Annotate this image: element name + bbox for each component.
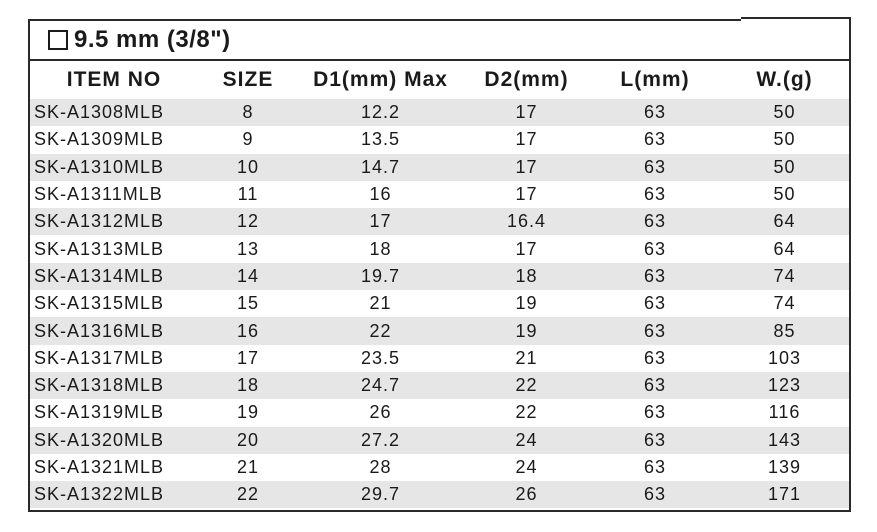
table-row — [30, 481, 849, 508]
cell-size: 9 — [242, 129, 254, 150]
cell-item-no: SK-A1311MLB — [34, 184, 163, 205]
cell-item-no: SK-A1308MLB — [30, 99, 198, 126]
cell-length: 63 — [643, 347, 667, 368]
cell-item-no: SK-A1322MLB — [30, 481, 198, 508]
cell-d1: 26 — [369, 402, 392, 423]
cell-size: 10 — [198, 154, 298, 181]
cell-length: 63 — [590, 372, 720, 399]
cell-d2: 17 — [515, 184, 538, 205]
cell-length: 63 — [643, 457, 667, 477]
table-row — [30, 263, 849, 290]
cell-item-no: SK-A1310MLB — [30, 154, 198, 181]
cell-d2: 26 — [463, 481, 590, 508]
table-row — [30, 181, 849, 208]
cell-item-no: SK-A1314MLB — [30, 263, 198, 290]
cell-d2: 17 — [463, 154, 590, 181]
cell-weight: 74 — [720, 263, 849, 290]
cell-item-no: SK-A1312MLB — [30, 208, 198, 235]
cell-weight: 85 — [720, 317, 849, 344]
header-length: L(mm) — [620, 68, 690, 91]
cell-length: 63 — [590, 154, 720, 181]
table-row — [30, 372, 849, 399]
table-row — [30, 126, 849, 153]
cell-size: 21 — [236, 457, 260, 477]
cell-size: 19 — [236, 402, 260, 423]
cell-d2: 17 — [463, 99, 590, 126]
cell-d2: 22 — [515, 402, 538, 423]
header-d2: D2(mm) — [484, 68, 569, 91]
cell-weight: 50 — [720, 154, 849, 181]
cell-size: 20 — [198, 427, 298, 454]
cell-d1: 18 — [369, 238, 392, 259]
cell-weight: 143 — [720, 427, 849, 454]
cell-length: 63 — [590, 99, 720, 126]
table-row — [30, 99, 849, 126]
cell-size: 11 — [237, 184, 259, 205]
cell-length: 63 — [643, 184, 667, 205]
header-weight: W.(g) — [756, 68, 813, 91]
cell-size: 15 — [236, 293, 260, 314]
cell-d2: 22 — [463, 372, 590, 399]
cell-size: 17 — [236, 347, 260, 368]
cell-weight: 64 — [773, 238, 796, 259]
spec-table — [30, 61, 849, 508]
cell-d1: 17 — [298, 208, 463, 235]
cell-item-no: SK-A1316MLB — [30, 317, 198, 344]
cell-length: 63 — [590, 317, 720, 344]
cell-weight: 139 — [767, 457, 802, 477]
cell-d2: 18 — [463, 263, 590, 290]
cell-d1: 16 — [369, 184, 392, 205]
table-row — [30, 399, 849, 426]
cell-d1: 21 — [369, 293, 392, 314]
table-title-row — [30, 21, 849, 61]
table-title: 9.5 mm (3/8") — [74, 26, 231, 53]
cell-weight: 50 — [720, 99, 849, 126]
cell-item-no: SK-A1309MLB — [34, 129, 165, 150]
cell-weight: 50 — [773, 184, 796, 205]
cell-item-no: SK-A1320MLB — [30, 427, 198, 454]
cell-length: 63 — [643, 402, 667, 423]
cell-d2: 24 — [515, 457, 538, 477]
cell-item-no: SK-A1313MLB — [34, 238, 165, 259]
cell-item-no: SK-A1319MLB — [34, 402, 165, 423]
cell-weight: 116 — [768, 402, 801, 423]
cell-item-no: SK-A1315MLB — [34, 293, 165, 314]
cell-d2: 24 — [463, 427, 590, 454]
cell-d1: 24.7 — [298, 372, 463, 399]
cell-item-no: SK-A1318MLB — [30, 372, 198, 399]
cell-length: 63 — [590, 481, 720, 508]
cell-size: 14 — [198, 263, 298, 290]
cell-size: 22 — [198, 481, 298, 508]
cell-d1: 22 — [298, 317, 463, 344]
cell-weight: 171 — [720, 481, 849, 508]
cell-length: 63 — [590, 427, 720, 454]
cell-length: 63 — [643, 129, 667, 150]
header-row — [30, 61, 849, 99]
cell-length: 63 — [590, 208, 720, 235]
cell-weight: 64 — [720, 208, 849, 235]
cell-size: 13 — [236, 238, 260, 259]
table-row — [30, 208, 849, 235]
cell-length: 63 — [643, 238, 667, 259]
cell-weight: 123 — [720, 372, 849, 399]
cell-d2: 16.4 — [463, 208, 590, 235]
cell-d1: 29.7 — [298, 481, 463, 508]
table-row — [30, 290, 849, 317]
table-row — [30, 427, 849, 454]
cell-d2: 21 — [515, 347, 538, 368]
table-row — [30, 235, 849, 262]
cell-d1: 28 — [369, 457, 392, 477]
cell-d2: 17 — [515, 129, 538, 150]
cell-d1: 23.5 — [360, 347, 401, 368]
cell-item-no: SK-A1317MLB — [34, 347, 165, 368]
cell-d2: 17 — [515, 238, 538, 259]
cell-d2: 19 — [463, 317, 590, 344]
header-d1: D1(mm) Max — [313, 68, 448, 91]
table-row — [30, 454, 849, 481]
cell-length: 63 — [590, 263, 720, 290]
cell-d1: 19.7 — [298, 263, 463, 290]
table-row — [30, 154, 849, 181]
cell-d1: 13.5 — [360, 129, 401, 150]
header-size: SIZE — [222, 68, 274, 91]
cell-d1: 14.7 — [298, 154, 463, 181]
cell-size: 18 — [198, 372, 298, 399]
cell-item-no: SK-A1321MLB — [34, 457, 165, 477]
header-item-no: ITEM NO — [66, 68, 162, 91]
cell-size: 16 — [198, 317, 298, 344]
table-row — [30, 345, 849, 372]
cell-d2: 19 — [515, 293, 538, 314]
cell-weight: 103 — [767, 347, 802, 368]
cell-size: 12 — [198, 208, 298, 235]
cell-d1: 12.2 — [298, 99, 463, 126]
cell-size: 8 — [198, 99, 298, 126]
cell-length: 63 — [643, 293, 667, 314]
checkbox-square-icon — [48, 30, 68, 50]
cell-weight: 50 — [773, 129, 796, 150]
table-row — [30, 317, 849, 344]
cell-d1: 27.2 — [298, 427, 463, 454]
cell-weight: 74 — [773, 293, 796, 314]
